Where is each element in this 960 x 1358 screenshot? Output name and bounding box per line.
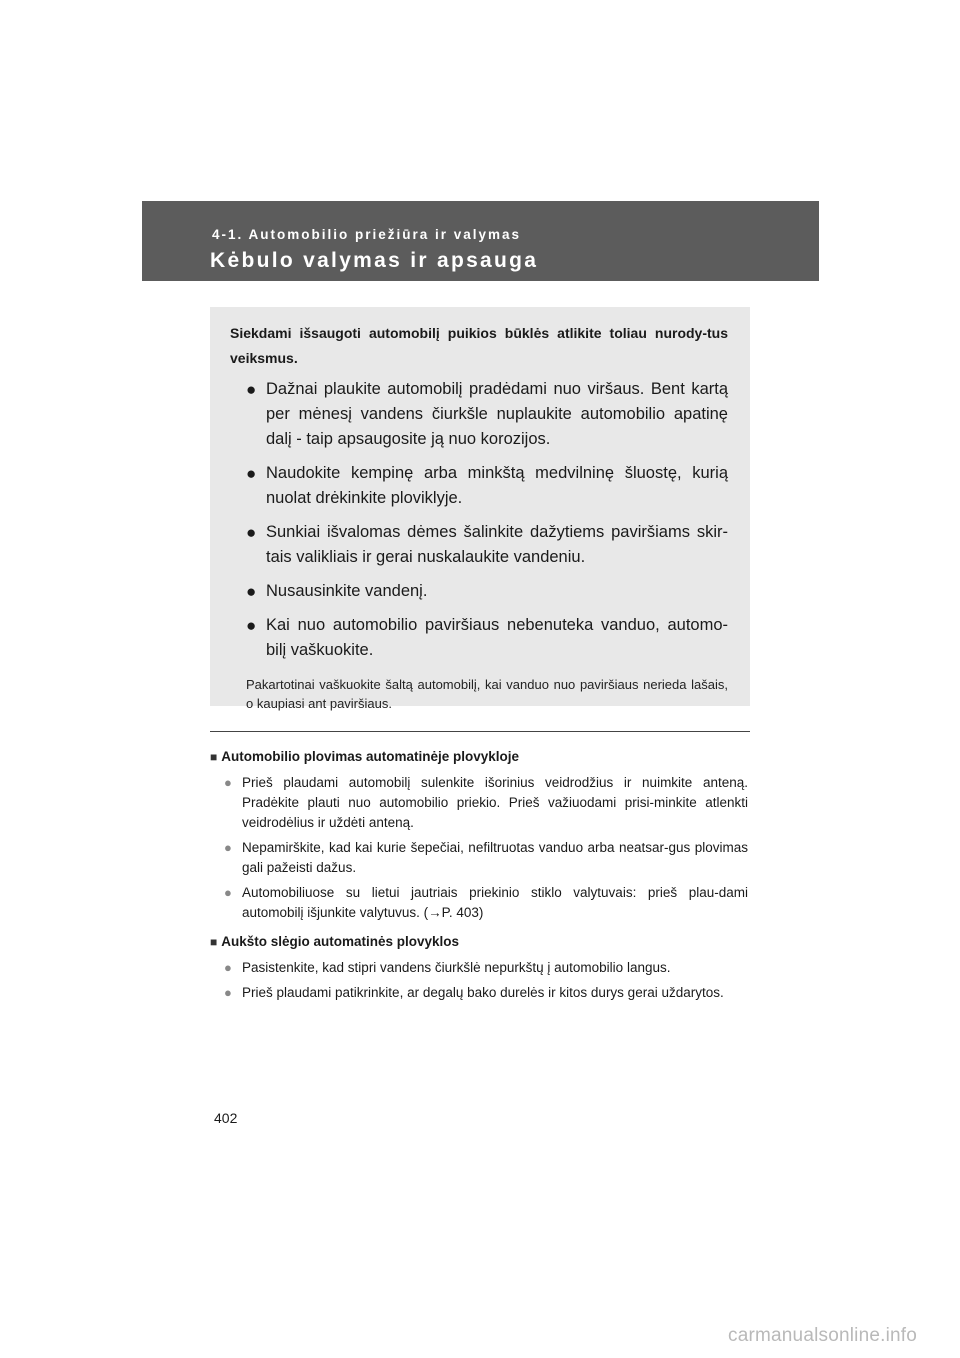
square-bullet-icon: ■ [210,935,218,949]
details-section [210,747,748,1008]
bullet-icon: ● [246,523,257,542]
list-item [210,773,748,833]
bullet-icon: ● [224,885,232,900]
item-text: Prieš plaudami patikrinkite, ar degalų bako durelės ir kitos durys gerai uždarytos. [242,985,724,1000]
bullet-icon: ● [224,960,232,975]
section-label: 4-1. Automobilio priežiūra ir valymas [212,227,522,242]
list-item [210,838,748,878]
summary-intro: Siekdami išsaugoti automobilį puikios būklės atlikite toliau nurody-tus veiksmus. [230,325,728,366]
item-text: Nepamirškite, kad kai kurie šepečiai, nefiltruotas vanduo arba neatsar-gus plovimas gali pažeisti dažus. [242,840,748,875]
subsection-heading [210,932,748,952]
list-item [230,461,728,511]
section-header [142,201,819,281]
list-item [230,613,728,663]
bullet-icon: ● [224,840,232,855]
bullet-icon: ● [246,464,257,483]
item-text: Pasistenkite, kad stipri vandens čiurkšlė nepurkštų į automobilio langus. [242,960,671,975]
bullet-icon: ● [246,616,257,635]
tip-text: Sunkiai išvalomas dėmes šalinkite dažytiems paviršiams skir-tais valikliais ir gerai nuskalaukite vandeniu. [266,523,728,566]
list-item [230,377,728,452]
bullet-icon: ● [224,985,232,1000]
heading-text: Automobilio plovimas automatinėje plovykloje [221,749,520,764]
watermark: carmanualsonline.info [728,1325,918,1346]
subsection-heading [210,747,748,767]
list-item [230,520,728,570]
list-item [210,958,748,978]
tip-text: Kai nuo automobilio paviršiaus nebenuteka vanduo, automo-bilį vaškuokite. [266,616,728,659]
tip-text: Naudokite kempinę arba minkštą medvilninę šluostę, kurią nuolat drėkinkite ploviklyje. [266,464,728,507]
bullet-icon: ● [246,380,257,399]
square-bullet-icon: ■ [210,750,218,764]
summary-note: Pakartotinai vaškuokite šaltą automobilį, kai vanduo nuo paviršiaus nerieda lašais, o kaupiasi ant paviršiaus. [246,677,728,711]
tip-text: Dažnai plaukite automobilį pradėdami nuo viršaus. Bent kartą per mėnesį vandens čiurkšle nuplaukite automobilio apatinę dalį - taip apsaugosite ją nuo korozijos. [266,380,728,448]
list-item [210,883,748,923]
item-text: Automobiliuose su lietui jautriais priekinio stiklo valytuvais: prieš plau-dami automobilį išjunkite valytuvus. (→P. 403) [242,885,748,920]
list-item [210,983,748,1003]
divider [210,731,750,732]
bullet-icon: ● [246,582,257,601]
tip-text: Nusausinkite vandenį. [266,582,428,600]
page-number: 402 [214,1110,238,1126]
item-text: Prieš plaudami automobilį sulenkite išorinius veidrodžius ir nuimkite anteną. Pradėkite plauti nuo automobilio priekio. Prieš važiuodami prisi-minkite atlenkti veidrodėlius ir uždėti anteną. [242,775,748,830]
heading-text: Aukšto slėgio automatinės plovyklos [221,934,460,949]
summary-box [210,307,750,711]
list-item [230,579,728,604]
bullet-icon: ● [224,775,232,790]
page-title: Kėbulo valymas ir apsauga [210,249,539,272]
